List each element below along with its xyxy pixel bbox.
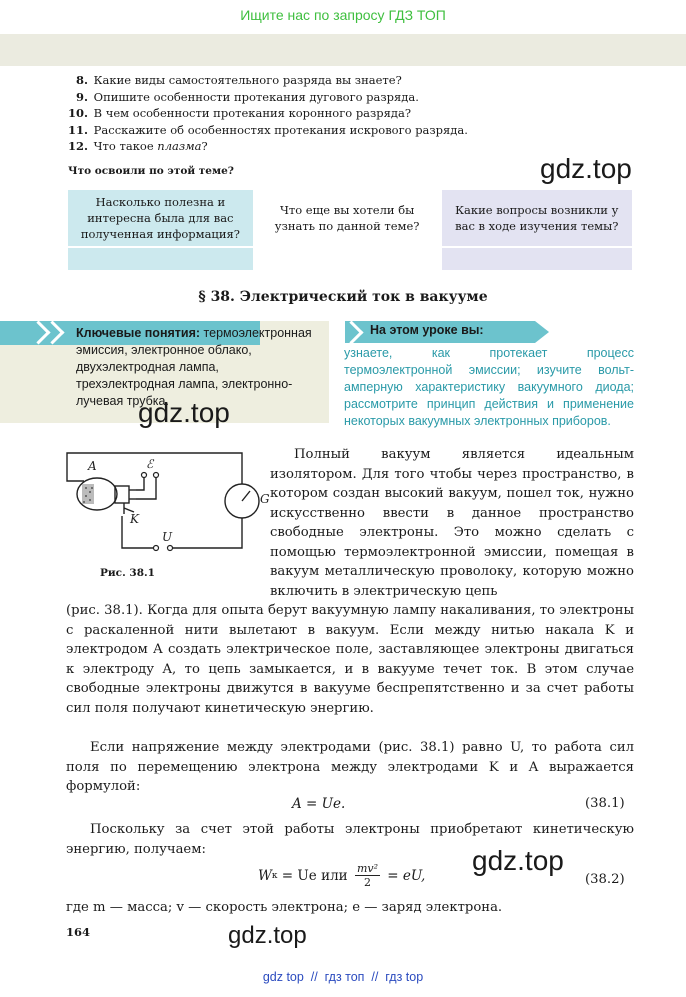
table-header-wishes: Что еще вы хотели бы узнать по данной теме? [254, 189, 441, 247]
question-item: 8. Какие виды самостоятельного разряда вы знаете? [75, 73, 402, 87]
label-voltage: U [162, 530, 173, 544]
table-title: Что освоили по этой теме? [68, 165, 234, 177]
watermark: gdz.top [228, 922, 307, 949]
lesson-header-arrow [535, 321, 549, 343]
question-item: 9. Опишите особенности протекания дугового разряда. [75, 89, 419, 104]
section-title: § 38. Электрический ток в вакууме [198, 289, 488, 305]
label-galvanometer: G [260, 492, 270, 506]
reflection-table [66, 188, 634, 272]
bottom-banner[interactable]: gdz top // гдз топ // гдз top [262, 970, 424, 984]
equation-number: (38.1) [585, 796, 625, 811]
formula-38-2: W к = Ue или $\frac{\text{mv²}}{2}$ = eU, [258, 862, 426, 889]
lesson-text: узнаете, как протекает процесс термоэлектронной эмиссии; изучите вольт-амперную характеристику вакуумного диода; рассмотрите принцип действия и применение некоторых вакуумных электронных приборов. [344, 346, 634, 428]
circuit-diagram [62, 448, 272, 563]
table-header-questions: Какие вопросы возникли у вас в ходе изучения темы? [441, 189, 633, 247]
page-number: 164 [66, 925, 91, 939]
top-banner[interactable]: Ищите нас по запросу ГДЗ ТОП [0, 0, 686, 34]
watermark: gdz.top [472, 845, 564, 876]
lesson-title: На этом уроке вы: [370, 323, 484, 337]
watermark: gdz.top [540, 153, 632, 184]
watermark: gdz.top [138, 397, 230, 428]
paragraph-1-right: Полный вакуум является идеальным изолятором. Для того чтобы через пространство, в котором создан высокий вакуум, пошел ток, нужно искусственно ввести в данное пространство свободные электроны. Это можно сделать с помощью термоэлектронной эмиссии, помещая в вакуум металлическую проволоку, которую можно включить в электрическую цепь [270, 447, 634, 599]
key-concepts-text: Ключевые понятия: термоэлектронная эмиссия, электронное облако, двухэлектродная лампа, трехэлектродная лампа, электронно-лучевая трубка. [76, 326, 312, 408]
table-header-usefulness: Насколько полезна и интересна была для вас полученная информация? [67, 189, 254, 247]
question-item: 10. В чем особенности протекания коронного разряда? [67, 106, 412, 120]
paragraph-2: Если напряжение между электродами (рис. 38.1) равно U, то работа сил поля по перемещению электрона между электродами K и A выражается формулой: [66, 740, 634, 794]
terminal [154, 473, 159, 478]
table-cell [254, 247, 441, 271]
formula-38-1: A = Ue. [292, 796, 346, 812]
terminal [142, 473, 147, 478]
table-cell [67, 247, 254, 271]
paragraph-1: (рис. 38.1). Когда для опыта берут вакуумную лампу накаливания, то электроны с раскаленной нити вылетают в вакуум. Если между нитью накала K и электродом A создать электрическое поле, заставляющее электроны двигаться к электроду A, то цепь замыкается, и в вакууме течет ток. В этом случае свободные электроны движутся в вакууме беспрепятственно и за счет работы сил поля получают кинетическую энергию. [66, 603, 634, 716]
terminal [168, 546, 173, 551]
header-band [0, 34, 686, 66]
figure-caption: Рис. 38.1 [100, 567, 155, 579]
table-cell [441, 247, 633, 271]
paragraph-4: где m — масса; v — скорость электрона; e — заряд электрона. [66, 900, 503, 915]
question-item: 12. Что такое плазма? [67, 139, 208, 153]
label-cathode: K [130, 512, 139, 526]
paragraph-3: Поскольку за счет этой работы электроны приобретают кинетическую энергию, получаем: [66, 822, 634, 857]
label-emf: ℰ [146, 457, 154, 471]
label-anode: A [88, 459, 97, 473]
equation-number: (38.2) [585, 872, 625, 887]
review-questions [66, 72, 468, 155]
question-item: 11. Расскажите об особенностях протекания искрового разряда. [67, 122, 468, 137]
terminal [154, 546, 159, 551]
